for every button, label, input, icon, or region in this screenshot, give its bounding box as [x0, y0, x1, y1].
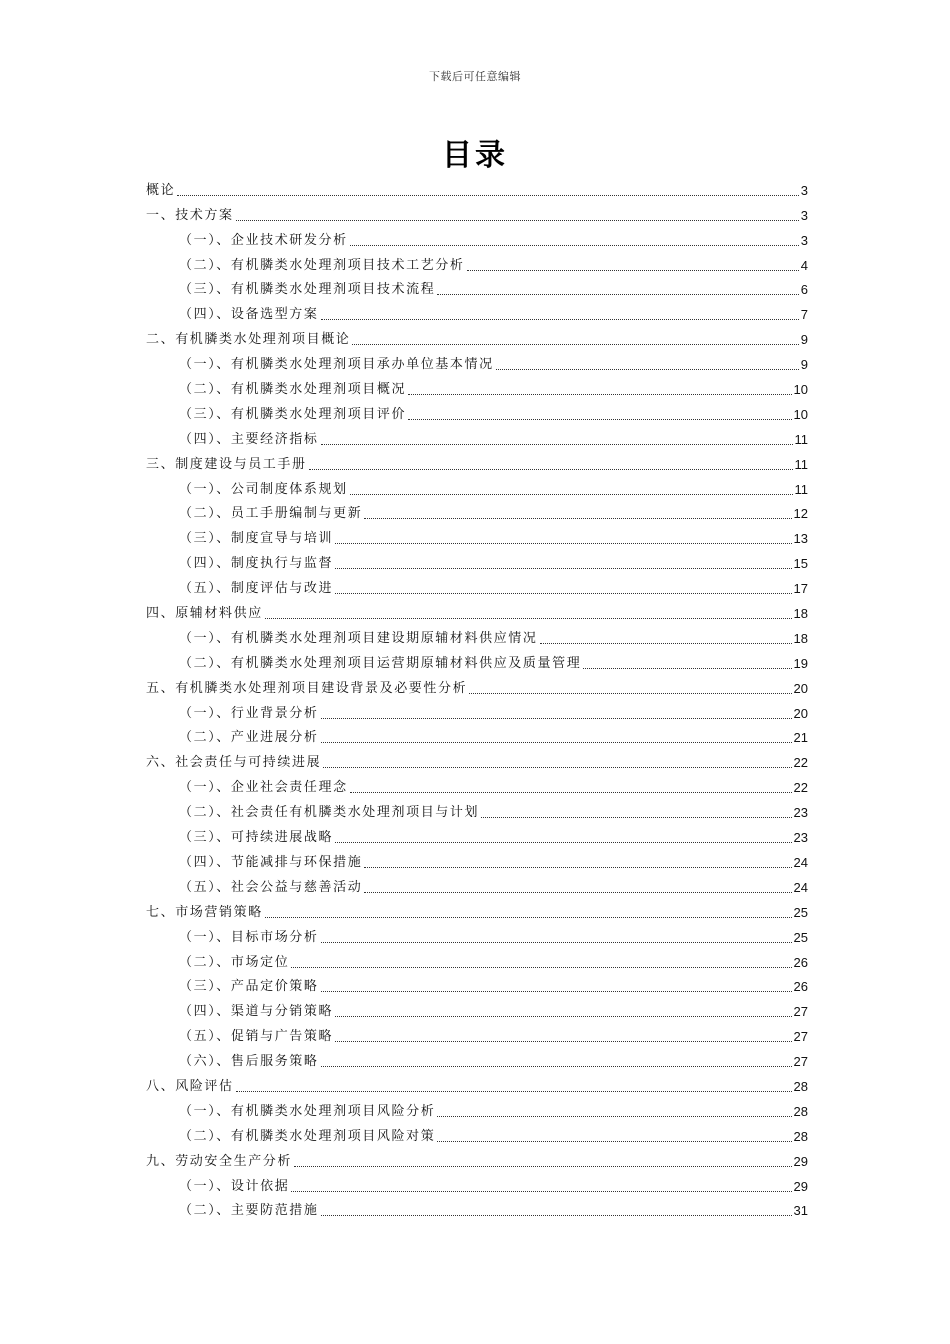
toc-entry-page-number: 20 [793, 705, 808, 721]
toc-dot-leader [321, 718, 792, 719]
toc-dot-leader [467, 270, 799, 271]
toc-entry-label: 六、社会责任与可持续进展 [146, 755, 322, 771]
toc-entry-page-number: 18 [793, 606, 808, 622]
toc-dot-leader [364, 518, 791, 519]
toc-entry[interactable] [146, 1070, 808, 1095]
toc-entry-label: （一）、有机膦类水处理剂项目承办单位基本情况 [179, 357, 494, 373]
toc-entry[interactable] [146, 522, 808, 547]
toc-entry-label: （四）、渠道与分销策略 [179, 1004, 334, 1020]
toc-entry-label: （一）、行业背景分析 [179, 705, 319, 721]
toc-entry-page-number: 7 [800, 307, 808, 323]
toc-dot-leader [236, 1091, 792, 1092]
toc-entry-label: （一）、有机膦类水处理剂项目建设期原辅材料供应情况 [179, 630, 538, 646]
toc-dot-leader [335, 543, 791, 544]
toc-entry[interactable] [146, 1195, 808, 1220]
toc-entry[interactable] [146, 249, 808, 274]
toc-entry-label: （二）、主要防范措施 [179, 1203, 319, 1219]
toc-entry-page-number: 28 [793, 1078, 808, 1094]
toc-entry-label: （四）、节能减排与环保措施 [179, 854, 363, 870]
toc-entry[interactable] [146, 1095, 808, 1120]
toc-entry-label: （一）、公司制度体系规划 [179, 481, 348, 497]
toc-entry-page-number: 20 [793, 680, 808, 696]
toc-entry-label: （五）、制度评估与改进 [179, 581, 334, 597]
toc-dot-leader [177, 195, 799, 196]
toc-dot-leader [335, 1016, 791, 1017]
toc-entry-label: （四）、设备选型方案 [179, 307, 319, 323]
toc-entry-page-number: 26 [793, 954, 808, 970]
toc-entry-page-number: 27 [793, 1054, 808, 1070]
toc-entry[interactable] [146, 771, 808, 796]
toc-entry-label: 三、制度建设与员工手册 [146, 456, 307, 472]
toc-entry[interactable] [146, 971, 808, 996]
toc-entry[interactable] [146, 199, 808, 224]
toc-entry-label: （三）、有机膦类水处理剂项目评价 [179, 406, 407, 422]
toc-entry[interactable] [146, 174, 808, 199]
toc-entry[interactable] [146, 921, 808, 946]
toc-entry-label: （二）、员工手册编制与更新 [179, 506, 363, 522]
toc-dot-leader [352, 344, 798, 345]
toc-entry[interactable] [146, 1020, 808, 1045]
toc-entry-label: （三）、产品定价策略 [179, 979, 319, 995]
toc-entry-page-number: 15 [793, 556, 808, 572]
toc-entry-label: 四、原辅材料供应 [146, 606, 263, 622]
toc-entry[interactable] [146, 946, 808, 971]
toc-entry-label: （一）、设计依据 [179, 1178, 290, 1194]
toc-entry-page-number: 27 [793, 1004, 808, 1020]
toc-entry[interactable] [146, 821, 808, 846]
toc-entry-page-number: 10 [793, 382, 808, 398]
toc-entry-label: （一）、企业社会责任理念 [179, 780, 348, 796]
toc-dot-leader [350, 792, 792, 793]
toc-entry-label: 一、技术方案 [146, 207, 234, 223]
toc-dot-leader [583, 668, 791, 669]
toc-entry[interactable] [146, 448, 808, 473]
toc-entry-page-number: 26 [793, 979, 808, 995]
toc-dot-leader [437, 1116, 791, 1117]
toc-dot-leader [408, 419, 791, 420]
toc-entry-page-number: 28 [793, 1103, 808, 1119]
toc-dot-leader [291, 967, 791, 968]
toc-entry-label: （三）、有机膦类水处理剂项目技术流程 [179, 282, 436, 298]
toc-dot-leader [321, 942, 792, 943]
toc-entry-label: 概论 [146, 182, 176, 198]
toc-entry-page-number: 24 [793, 854, 808, 870]
toc-entry-page-number: 28 [793, 1128, 808, 1144]
toc-entry-label: （三）、可持续进展战略 [179, 830, 334, 846]
toc-entry-page-number: 13 [793, 531, 808, 547]
toc-entry[interactable] [146, 373, 808, 398]
toc-entry-page-number: 23 [793, 830, 808, 846]
toc-entry-label: 九、劳动安全生产分析 [146, 1153, 293, 1169]
toc-entry-page-number: 11 [794, 456, 808, 472]
toc-entry[interactable] [146, 746, 808, 771]
toc-entry-label: （三）、制度宣导与培训 [179, 531, 334, 547]
toc-dot-leader [437, 294, 798, 295]
toc-entry-label: （四）、制度执行与监督 [179, 556, 334, 572]
table-of-contents [146, 174, 808, 1219]
toc-entry-label: （一）、企业技术研发分析 [179, 232, 348, 248]
toc-entry[interactable] [146, 398, 808, 423]
toc-dot-leader [469, 693, 791, 694]
toc-dot-leader [309, 469, 793, 470]
toc-entry-label: （二）、产业进展分析 [179, 730, 319, 746]
toc-entry-page-number: 24 [793, 879, 808, 895]
toc-entry-label: （一）、目标市场分析 [179, 929, 319, 945]
toc-entry-page-number: 3 [800, 182, 808, 198]
toc-entry-page-number: 11 [794, 431, 808, 447]
toc-entry-label: （四）、主要经济指标 [179, 431, 319, 447]
toc-dot-leader [540, 643, 792, 644]
toc-dot-leader [350, 245, 799, 246]
toc-entry[interactable] [146, 796, 808, 821]
toc-entry-label: （二）、有机膦类水处理剂项目概况 [179, 382, 407, 398]
toc-entry[interactable] [146, 846, 808, 871]
toc-entry-page-number: 18 [793, 630, 808, 646]
toc-dot-leader [496, 369, 799, 370]
toc-entry-page-number: 31 [793, 1203, 808, 1219]
toc-dot-leader [408, 394, 791, 395]
toc-dot-leader [265, 618, 792, 619]
toc-dot-leader [265, 917, 792, 918]
toc-dot-leader [335, 593, 791, 594]
toc-dot-leader [321, 1215, 792, 1216]
toc-entry[interactable] [146, 298, 808, 323]
toc-entry[interactable] [146, 547, 808, 572]
toc-dot-leader [321, 444, 793, 445]
toc-entry[interactable] [146, 672, 808, 697]
toc-entry-label: （二）、市场定位 [179, 954, 290, 970]
toc-entry[interactable] [146, 1170, 808, 1195]
toc-entry-label: （一）、有机膦类水处理剂项目风险分析 [179, 1103, 436, 1119]
toc-entry[interactable] [146, 498, 808, 523]
toc-entry-page-number: 3 [800, 207, 808, 223]
toc-dot-leader [350, 494, 793, 495]
toc-entry-page-number: 25 [793, 904, 808, 920]
toc-entry[interactable] [146, 896, 808, 921]
toc-entry-page-number: 27 [793, 1029, 808, 1045]
toc-entry-label: （五）、促销与广告策略 [179, 1029, 334, 1045]
toc-entry-label: （二）、有机膦类水处理剂项目运营期原辅材料供应及质量管理 [179, 655, 582, 671]
toc-entry[interactable] [146, 423, 808, 448]
toc-entry[interactable] [146, 348, 808, 373]
toc-entry[interactable] [146, 473, 808, 498]
toc-entry-page-number: 29 [793, 1153, 808, 1169]
toc-entry-label: （二）、有机膦类水处理剂项目风险对策 [179, 1128, 436, 1144]
toc-entry[interactable] [146, 697, 808, 722]
toc-entry-page-number: 3 [800, 232, 808, 248]
toc-dot-leader [335, 1041, 791, 1042]
toc-entry[interactable] [146, 722, 808, 747]
toc-entry-page-number: 29 [793, 1178, 808, 1194]
toc-dot-leader [323, 767, 791, 768]
toc-entry[interactable] [146, 323, 808, 348]
header-note: 下载后可任意编辑 [429, 70, 521, 83]
toc-entry-page-number: 23 [793, 805, 808, 821]
toc-entry-page-number: 11 [794, 481, 808, 497]
toc-dot-leader [335, 568, 791, 569]
toc-entry[interactable] [146, 1120, 808, 1145]
toc-entry[interactable] [146, 224, 808, 249]
toc-dot-leader [321, 319, 799, 320]
toc-entry[interactable] [146, 572, 808, 597]
toc-entry-page-number: 21 [793, 730, 808, 746]
toc-entry-label: （六）、售后服务策略 [179, 1054, 319, 1070]
toc-dot-leader [364, 892, 791, 893]
toc-entry-label: 八、风险评估 [146, 1078, 234, 1094]
toc-dot-leader [321, 1066, 792, 1067]
toc-entry-label: 七、市场营销策略 [146, 904, 263, 920]
toc-entry-label: （二）、社会责任有机膦类水处理剂项目与计划 [179, 805, 480, 821]
toc-entry[interactable] [146, 597, 808, 622]
toc-entry-page-number: 22 [793, 755, 808, 771]
toc-entry-page-number: 25 [793, 929, 808, 945]
toc-dot-leader [437, 1141, 791, 1142]
toc-entry-page-number: 6 [800, 282, 808, 298]
toc-entry[interactable] [146, 1045, 808, 1070]
toc-dot-leader [364, 867, 791, 868]
toc-dot-leader [321, 991, 792, 992]
toc-entry-label: （二）、有机膦类水处理剂项目技术工艺分析 [179, 257, 465, 273]
toc-entry[interactable] [146, 274, 808, 299]
toc-dot-leader [236, 220, 799, 221]
toc-entry[interactable] [146, 622, 808, 647]
toc-entry-page-number: 19 [793, 655, 808, 671]
toc-entry-page-number: 4 [800, 257, 808, 273]
toc-entry-page-number: 9 [800, 357, 808, 373]
toc-entry-page-number: 9 [800, 332, 808, 348]
toc-entry[interactable] [146, 647, 808, 672]
toc-entry-page-number: 22 [793, 780, 808, 796]
toc-entry-label: 五、有机膦类水处理剂项目建设背景及必要性分析 [146, 680, 468, 696]
toc-entry-page-number: 12 [793, 506, 808, 522]
toc-entry-label: （五）、社会公益与慈善活动 [179, 879, 363, 895]
toc-entry[interactable] [146, 995, 808, 1020]
toc-dot-leader [335, 842, 791, 843]
toc-dot-leader [481, 817, 791, 818]
toc-dot-leader [291, 1191, 791, 1192]
toc-dot-leader [294, 1166, 792, 1167]
page-title: 目录 [442, 138, 508, 173]
toc-entry[interactable] [146, 871, 808, 896]
toc-dot-leader [321, 742, 792, 743]
toc-entry-label: 二、有机膦类水处理剂项目概论 [146, 332, 351, 348]
toc-entry-page-number: 10 [793, 406, 808, 422]
toc-entry-page-number: 17 [793, 581, 808, 597]
toc-entry[interactable] [146, 1145, 808, 1170]
